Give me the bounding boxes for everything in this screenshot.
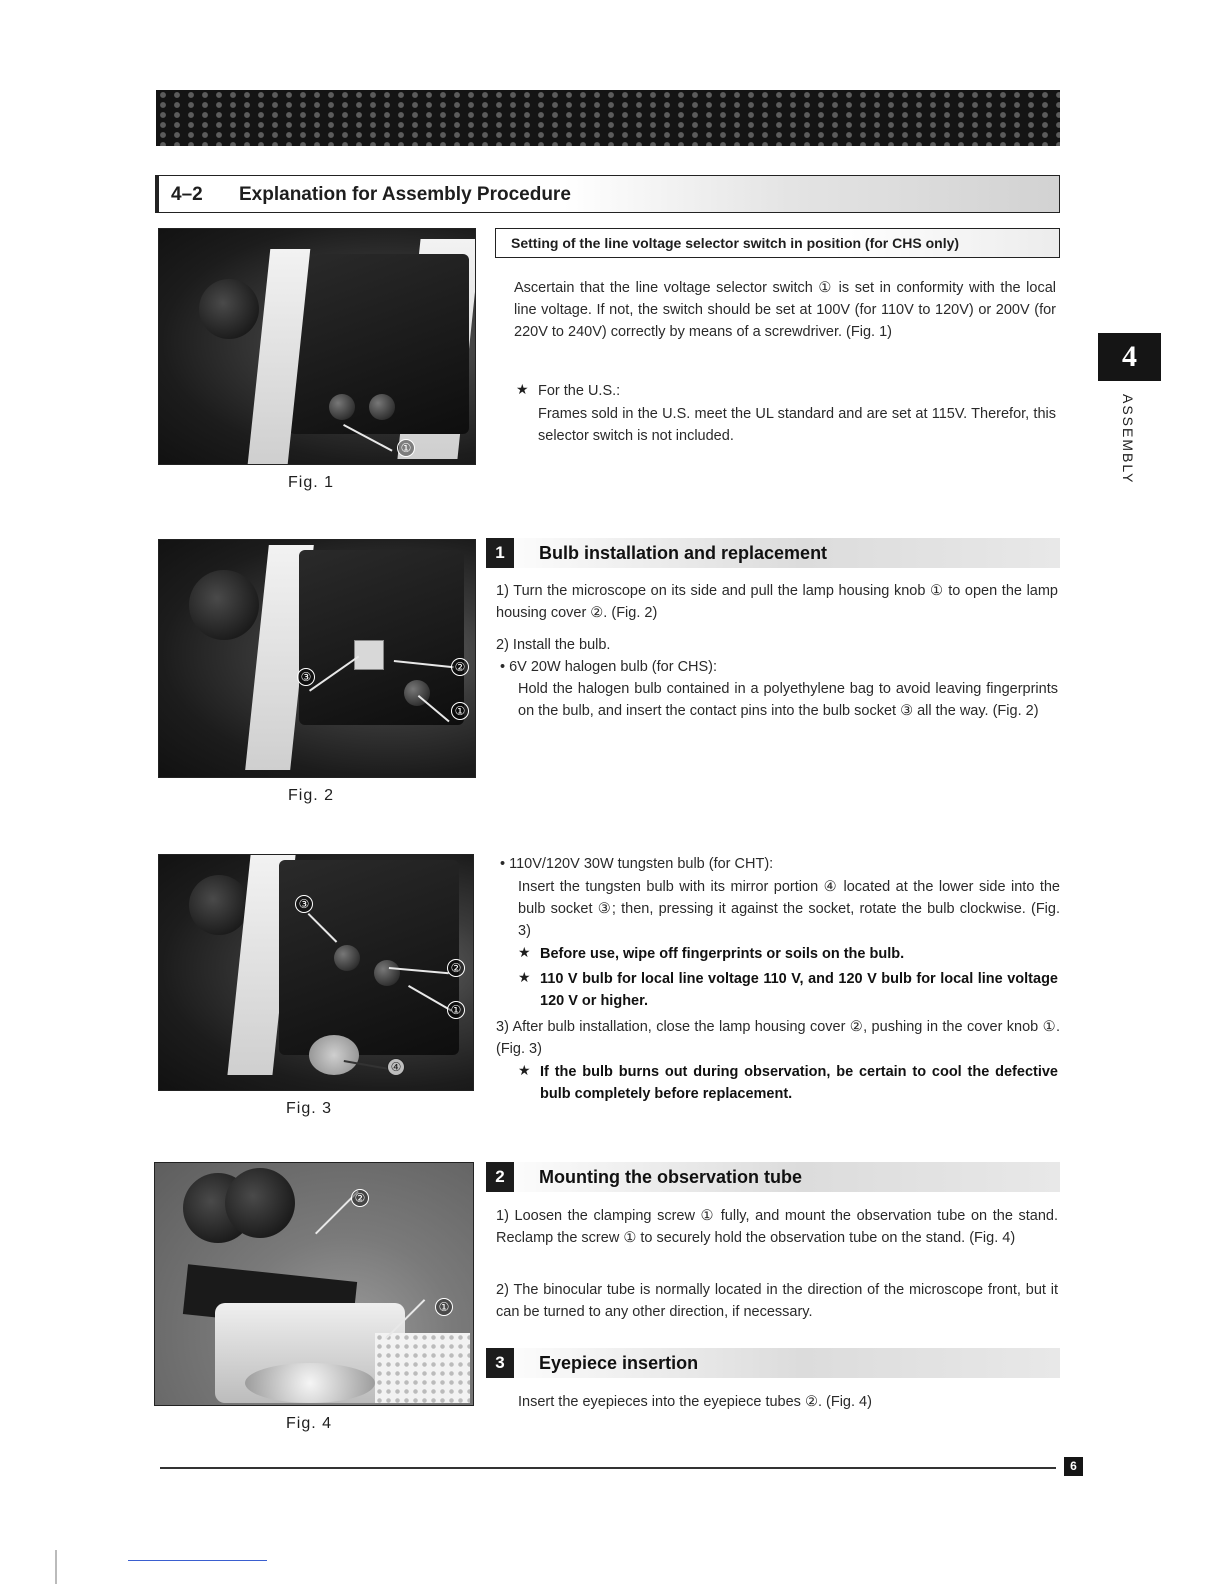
bulb-section-number: 1 <box>486 538 514 568</box>
callout-3: ③ <box>297 668 315 686</box>
callout-1: ① <box>447 1001 465 1019</box>
figure-4-caption: Fig. 4 <box>286 1415 333 1432</box>
tube-step-1: 1) Loosen the clamping screw ① fully, and mount the observation tube on the stand. Reclamp the screw ① to securely hold the observation tube on the stand. (Fig. 4) <box>496 1208 1058 1246</box>
eyepiece-text: Insert the eyepieces into the eyepiece tubes ②. (Fig. 4) <box>518 1394 872 1410</box>
bulb-section-title: Bulb installation and replacement <box>539 543 828 563</box>
tube-section-number: 2 <box>486 1162 514 1192</box>
callout-4: ④ <box>387 1058 405 1076</box>
figure-4-photo <box>154 1162 474 1406</box>
tube-section-title: Mounting the observation tube <box>539 1167 802 1187</box>
figure-2-photo <box>158 539 476 778</box>
tube-step-2: 2) The binocular tube is normally located in the direction of the microscope front, but it can be turned to any other direction, if necessary. <box>496 1282 1058 1320</box>
voltage-paragraph: Ascertain that the line voltage selector switch ① is set in conformity with the local line voltage. If not, the switch should be set at 100V (for 110V to 120V) or 200V (for 220V to 240V) correctly by means of a screwdriver. (Fig. 1) <box>514 280 1056 340</box>
voltage-section-title: Setting of the line voltage selector switch in position (for CHS only) <box>511 235 960 251</box>
bulb-step-1: 1) Turn the microscope on its side and pull the lamp housing knob ① to open the lamp housing cover ②. (Fig. 2) <box>496 583 1058 621</box>
bulb-warning-1: Before use, wipe off fingerprints or soils on the bulb. <box>540 946 905 962</box>
voltage-section-heading <box>495 228 1060 258</box>
bulb-warning-2: 110 V bulb for local line voltage 110 V, and 120 V bulb for local line voltage 120 V or higher. <box>540 971 1058 1009</box>
figure-1-photo <box>158 228 476 465</box>
figure-2-caption: Fig. 2 <box>288 787 335 804</box>
bulb-section-heading <box>486 538 1060 568</box>
us-note-head: For the U.S.: <box>538 383 621 399</box>
callout-3: ③ <box>295 895 313 913</box>
figure-3-photo <box>158 854 474 1091</box>
callout-2: ② <box>451 658 469 676</box>
bulb-chs-body: Hold the halogen bulb contained in a polyethylene bag to avoid leaving fingerprints on the bulb, and insert the contact pins into the bulb socket ③ all the way. (Fig. 2) <box>518 681 1058 719</box>
star-icon: ★ <box>518 1062 531 1078</box>
bulb-cht-head: • 110V/120V 30W tungsten bulb (for CHT): <box>500 856 774 872</box>
star-icon: ★ <box>518 969 531 985</box>
section-title: Explanation for Assembly Procedure <box>239 184 571 205</box>
callout-1: ① <box>435 1298 453 1316</box>
us-note-body: Frames sold in the U.S. meet the UL standard and are set at 115V. Therefor, this selector switch is not included. <box>538 406 1056 444</box>
figure-1-caption: Fig. 1 <box>288 474 335 491</box>
eyepiece-section-title: Eyepiece insertion <box>539 1353 699 1373</box>
callout-2: ② <box>447 959 465 977</box>
callout-1: ① <box>397 439 415 457</box>
callout-2: ② <box>351 1189 369 1207</box>
chapter-tab: 4 <box>1098 333 1161 381</box>
tube-section-heading <box>486 1162 1060 1192</box>
section-number: 4–2 <box>171 184 203 205</box>
callout-1: ① <box>451 702 469 720</box>
star-icon: ★ <box>516 381 529 397</box>
bulb-warning-3: If the bulb burns out during observation, be certain to cool the defective bulb completely before replacement. <box>540 1064 1058 1102</box>
footer-rule <box>160 1467 1056 1469</box>
bulb-step-2: 2) Install the bulb. <box>496 637 611 653</box>
scan-artifact-line <box>128 1560 267 1561</box>
scan-margin-mark <box>55 1550 57 1584</box>
star-icon: ★ <box>518 944 531 960</box>
chapter-label: ASSEMBLY <box>1120 394 1136 485</box>
bulb-cht-body: Insert the tungsten bulb with its mirror portion ④ located at the lower side into the bulb socket ③; then, pressing it against the socket, rotate the bulb clockwise. (Fig. 3) <box>518 879 1060 939</box>
eyepiece-section-heading <box>486 1348 1060 1378</box>
header-banner <box>156 90 1060 146</box>
bulb-chs-head: • 6V 20W halogen bulb (for CHS): <box>500 659 718 675</box>
eyepiece-section-number: 3 <box>486 1348 514 1378</box>
page-number: 6 <box>1064 1457 1083 1476</box>
bulb-step-3: 3) After bulb installation, close the lamp housing cover ②, pushing in the cover knob ①. (Fig. 3) <box>496 1019 1060 1057</box>
figure-3-caption: Fig. 3 <box>286 1100 333 1117</box>
section-heading <box>155 175 1060 213</box>
